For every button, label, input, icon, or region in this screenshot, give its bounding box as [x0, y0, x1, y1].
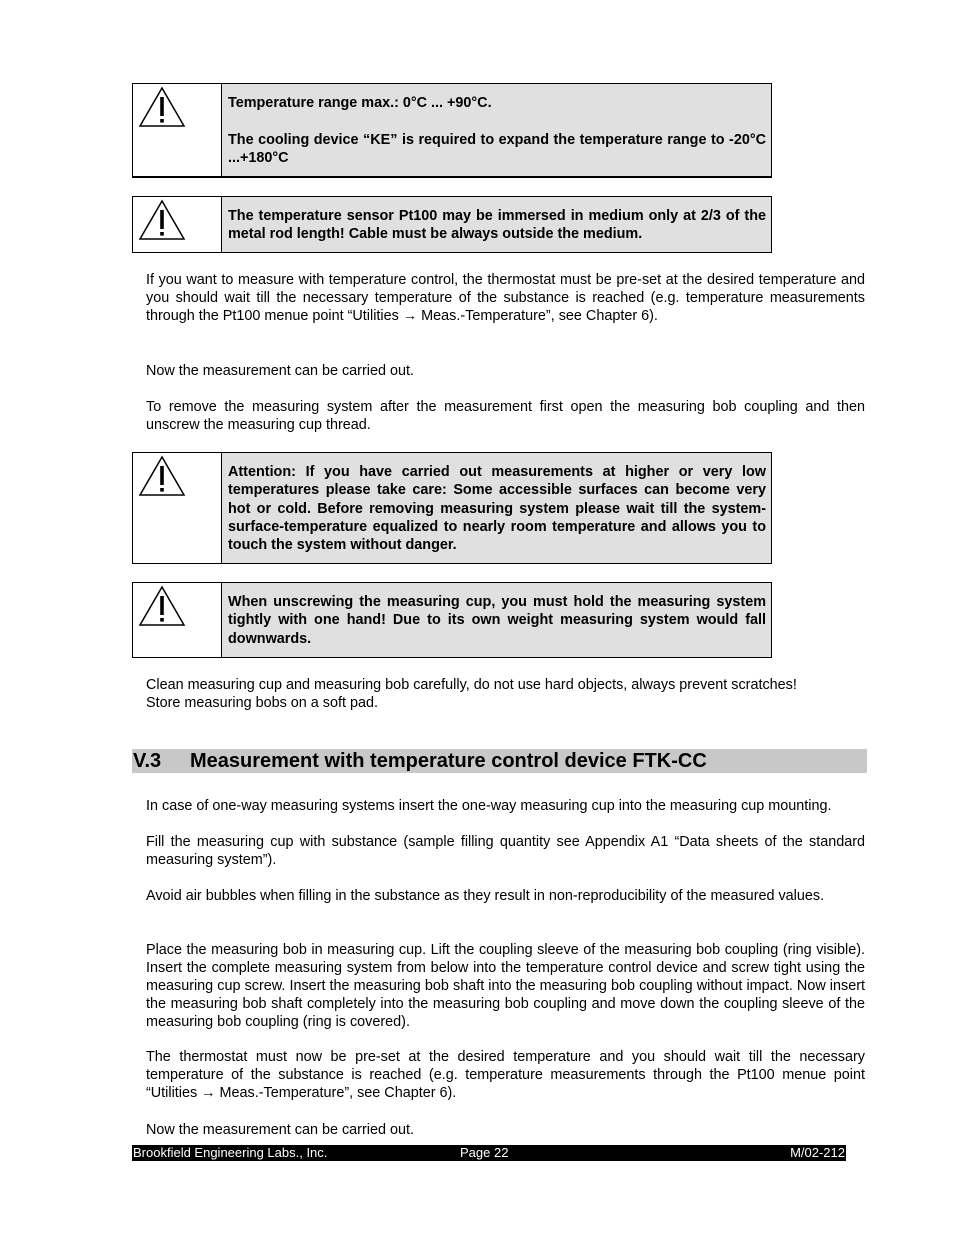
body-paragraph: Avoid air bubbles when filling in the substance as they result in non-reproducibility of the measured values.	[146, 888, 825, 904]
warning-triangle-icon	[138, 585, 186, 627]
warning-icon-cell	[133, 197, 222, 252]
footer-company: Brookfield Engineering Labs., Inc.	[133, 1145, 328, 1160]
body-paragraph: To remove the measuring system after the measurement first open the measuring bob coupling and then unscrew the measuring cup thread.	[146, 399, 865, 434]
warning-triangle-icon	[138, 199, 186, 241]
warning-icon-cell	[133, 583, 222, 657]
body-paragraph: Place the measuring bob in measuring cup. Lift the coupling sleeve of the measuring bob coupling (ring visible). Insert the complete measuring system from below into the temperature control device and screw tight using the measuring cup screw. Insert the measuring bob shaft into the measuring bob coupling without impact. Now insert the measuring bob shaft completely into the measuring bob coupling and move down the coupling sleeve of the measuring bob coupling (ring is covered).	[146, 942, 865, 1031]
section-heading	[132, 749, 867, 773]
warning-paragraph: Attention: If you have carried out measurements at higher or very low temperatures please take care: Some accessible surfaces can become very hot or cold. Before removing measuring system please wait till the system-surface-temperature equalized to nearly room temperature and allows you to touch the system without danger.	[228, 464, 766, 554]
warning-icon-cell	[133, 453, 222, 563]
body-paragraph: In case of one-way measuring systems insert the one-way measuring cup into the measuring cup mounting.	[146, 798, 832, 814]
warning-paragraph: When unscrewing the measuring cup, you must hold the measuring system tightly with one hand! Due to its own weight measuring system would fall downwards.	[228, 594, 766, 647]
warning-icon-cell	[133, 84, 222, 176]
warning-paragraph: The temperature sensor Pt100 may be immersed in medium only at 2/3 of the metal rod length! Cable must be always outside the medium.	[228, 208, 766, 243]
body-paragraph: Fill the measuring cup with substance (sample filling quantity see Appendix A1 “Data sheets of the standard measuring system”).	[146, 834, 865, 869]
body-paragraph: Clean measuring cup and measuring bob carefully, do not use hard objects, always prevent scratches!	[146, 677, 797, 693]
warning-text	[222, 583, 771, 657]
body-paragraph: If you want to measure with temperature control, the thermostat must be pre-set at the desired temperature and you should wait till the necessary temperature of the substance is reached (e.g. temperature measurements through the Pt100 menue point “Utilities → Meas.-Temperature”, see Chapter 6).	[146, 272, 865, 325]
warning-box	[132, 582, 772, 658]
footer-doc-id: M/02-212	[790, 1145, 845, 1160]
body-paragraph: The thermostat must now be pre-set at the desired temperature and you should wait till the necessary temperature of the substance is reached (e.g. temperature measurements through the Pt100 menue point “Utilities → Meas.-Temperature”, see Chapter 6).	[146, 1049, 865, 1102]
warning-text	[222, 84, 771, 176]
page-footer	[132, 1145, 846, 1161]
body-paragraph: Now the measurement can be carried out.	[146, 363, 414, 379]
body-paragraph: Store measuring bobs on a soft pad.	[146, 695, 378, 711]
warning-triangle-icon	[138, 455, 186, 497]
body-paragraph: Now the measurement can be carried out.	[146, 1122, 414, 1138]
warning-box	[132, 83, 772, 178]
section-title: Measurement with temperature control device FTK-CC	[190, 750, 707, 772]
warning-text	[222, 197, 771, 252]
warning-triangle-icon	[138, 86, 186, 128]
warning-text	[222, 453, 771, 563]
warning-paragraph: Temperature range max.: 0°C ... +90°C.	[228, 95, 492, 111]
section-number: V.3	[133, 750, 162, 772]
warning-box	[132, 452, 772, 564]
warning-paragraph: The cooling device “KE” is required to expand the temperature range to -20°C ...+180°C	[228, 131, 766, 166]
warning-box	[132, 196, 772, 253]
footer-page-number: Page 22	[460, 1145, 509, 1160]
